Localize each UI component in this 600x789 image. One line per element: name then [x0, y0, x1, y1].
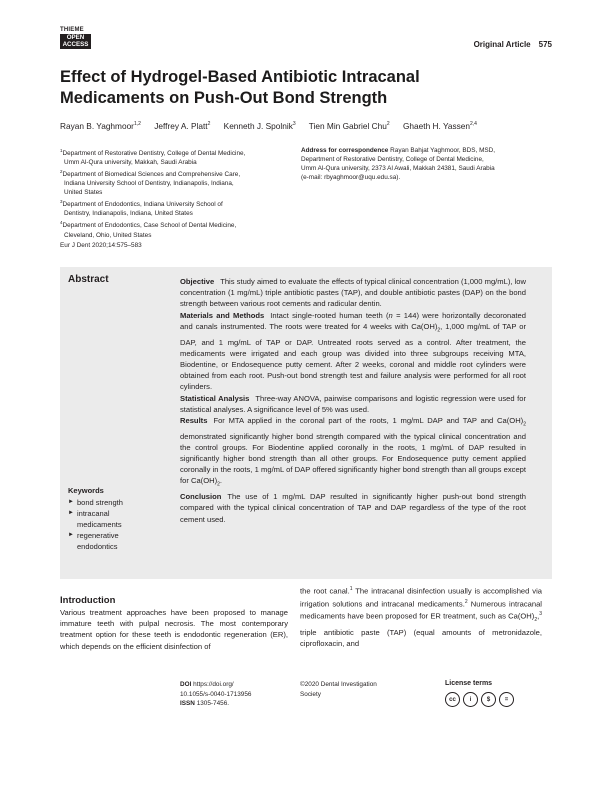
keyword-cont[interactable]: medicaments	[77, 520, 122, 529]
logo-thieme: THIEME	[60, 27, 84, 33]
license-icons[interactable]	[445, 692, 514, 707]
author: Rayan B. Yaghmoor$^{1,2}$	[60, 121, 141, 131]
affiliation-4: $^4$Department of Endodontics, Case School of Dental Medicine,	[60, 220, 237, 230]
affiliation-1: $^1$Department of Restorative Dentistry, College of Dental Medicine,	[60, 148, 246, 158]
abstract-conclusion: Conclusion The use of 1 mg/mL DAP resulted in significantly higher push-out bond strength compared with the typical clinical concentration of TAP and DAP regardless of the type of the root cement used.	[180, 492, 526, 524]
keywords	[68, 485, 123, 552]
by-icon[interactable]: i	[463, 692, 478, 707]
abstract-body	[180, 276, 526, 525]
logo-open-access: OPEN ACCESS	[60, 34, 91, 49]
footer-doi: DOI https://doi.org/ 10.1055/s-0040-1713956 ISSN 1305-7456.	[180, 681, 252, 707]
abstract-results: Results For MTA applied in the coronal part of the roots, 1 mg/mL DAP and TAP and $Ca(OH)_2$ demonstrated significantly higher bond strength compared with the typical clinical concentration and the control groups. For Biodentine applied coronally in the roots, 1 mg/mL of DAP resulted in significantly higher bond strength than all other groups. For Endosequence putty cement applied coronally in the roots, 1 mg/mL of DAP offered significantly higher bond strength than all groups except for $Ca(OH)_2$.	[180, 415, 526, 488]
article-title: Effect of Hydrogel-Based Antibiotic Intracanal Medicaments on Push-Out Bond Strength	[60, 68, 420, 107]
author: Jeffrey A. Platt$^2$	[154, 121, 211, 131]
author: Kenneth J. Spolnik$^3$	[223, 121, 296, 131]
abstract-methods: Materials and Methods Intact single-rooted human teeth (n = 144) were horizontally decoronated and canals instrumented. The roots were treated for 4 weeks with $Ca(OH)_2$, 1,000 mg/mL of TAP or DAP, and 1 mg/mL of TAP or DAP. Untreated roots served as a control. After treatment, the medicaments were irrigated and each group was divided into three subgroups receiving MTA, Biodentine, or Endosequence putty cement. After 2 weeks, coronal and middle root cylinders were obtained from each root. Push-out bond strength test and failure analysis were performed for all root cylinders.	[180, 310, 526, 392]
affiliation-3: $^3$Department of Endodontics, Indiana University School of	[60, 199, 223, 209]
running-head	[474, 40, 552, 49]
keyword[interactable]: ► bond strength	[68, 497, 123, 508]
abstract-stats: Statistical Analysis Three-way ANOVA, pairwise comparisons and logistic regression were used for statistical analyses. A significance level of 5% was used.	[180, 393, 526, 414]
affiliation-4-cont: Cleveland, Ohio, United States	[64, 231, 152, 239]
keyword[interactable]: ► regenerative	[68, 530, 123, 541]
cc-icon[interactable]: cc	[445, 692, 460, 707]
affiliation-1-cont: Umm Al-Qura university, Makkah, Saudi Arabia	[64, 159, 197, 167]
affiliation-2-cont: Indiana University School of Dentistry, Indianapolis, Indiana,	[64, 180, 234, 188]
license-label: License terms	[445, 680, 493, 687]
citation: Eur J Dent 2020;14:575–583	[60, 242, 142, 249]
nc-icon[interactable]: $	[481, 692, 496, 707]
intro-left-column: Various treatment approaches have been proposed to manage immature teeth with pulpal necrosis. The most contemporary treatment option for these teeth is endodontic regeneration (ER), which depends on the efficient disinfection of	[60, 608, 288, 651]
author: Ghaeth H. Yassen$^{2,4}$	[402, 121, 477, 131]
abstract-objective: Objective This study aimed to evaluate the effects of typical clinical concentration (1,000 mg/mL), low concentration (1 mg/mL) triple antibiotic pastes (TAP), and double antibiotic pastes (DAP) on the bond strength between various root cements and radicular dentin.	[180, 277, 526, 309]
keyword[interactable]: ► intracanal	[68, 508, 123, 519]
affiliations	[60, 146, 285, 240]
nd-icon[interactable]: =	[499, 692, 514, 707]
intro-heading: Introduction	[60, 595, 116, 606]
author-list	[60, 121, 488, 131]
intro-right-column: the root canal.$^1$ The intracanal disinfection usually is accomplished via irrigation solutions and intracanal medicaments.$^2$ Numerous intracanal medicaments have been proposed for ER treatment, such as $Ca(OH)_2,^3$ triple antibiotic paste (TAP) (equal amounts of metronidazole, ciprofloxacin, and	[300, 586, 542, 648]
keyword-cont[interactable]: endodontics	[77, 542, 118, 551]
affiliation-2: $^2$Department of Biomedical Sciences and Comprehensive Care,	[60, 169, 241, 179]
affiliation-2-cont2: United States	[64, 189, 103, 197]
abstract-heading: Abstract	[68, 274, 109, 285]
correspondence-email[interactable]: (e-mail: rbyaghmoor@uqu.edu.sa).	[301, 174, 401, 181]
correspondence: Address for correspondence Rayan Bahjat Yaghmoor, BDS, MSD, Department of Restorative Dentistry, College of Dental Medicine, Umm Al-Qura university, 2373 Al Awali, Makkah 24381, Saudi Arabia (e-mail: rbyaghmoor@uqu.edu.sa).	[301, 146, 541, 182]
author: Tien Min Gabriel Chu$^2$	[308, 121, 390, 131]
page-number: 575	[538, 40, 552, 49]
doi-link[interactable]: https://doi.org/	[193, 681, 234, 688]
correspondence-label: Address for correspondence	[301, 147, 389, 154]
footer-copyright: ©2020 Dental Investigation Society	[300, 681, 377, 698]
publisher-logo	[60, 27, 94, 49]
affiliation-3-cont: Dentistry, Indianapolis, Indiana, United States	[64, 210, 193, 218]
keywords-heading: Keywords	[68, 486, 104, 495]
article-type: Original Article	[473, 40, 531, 49]
